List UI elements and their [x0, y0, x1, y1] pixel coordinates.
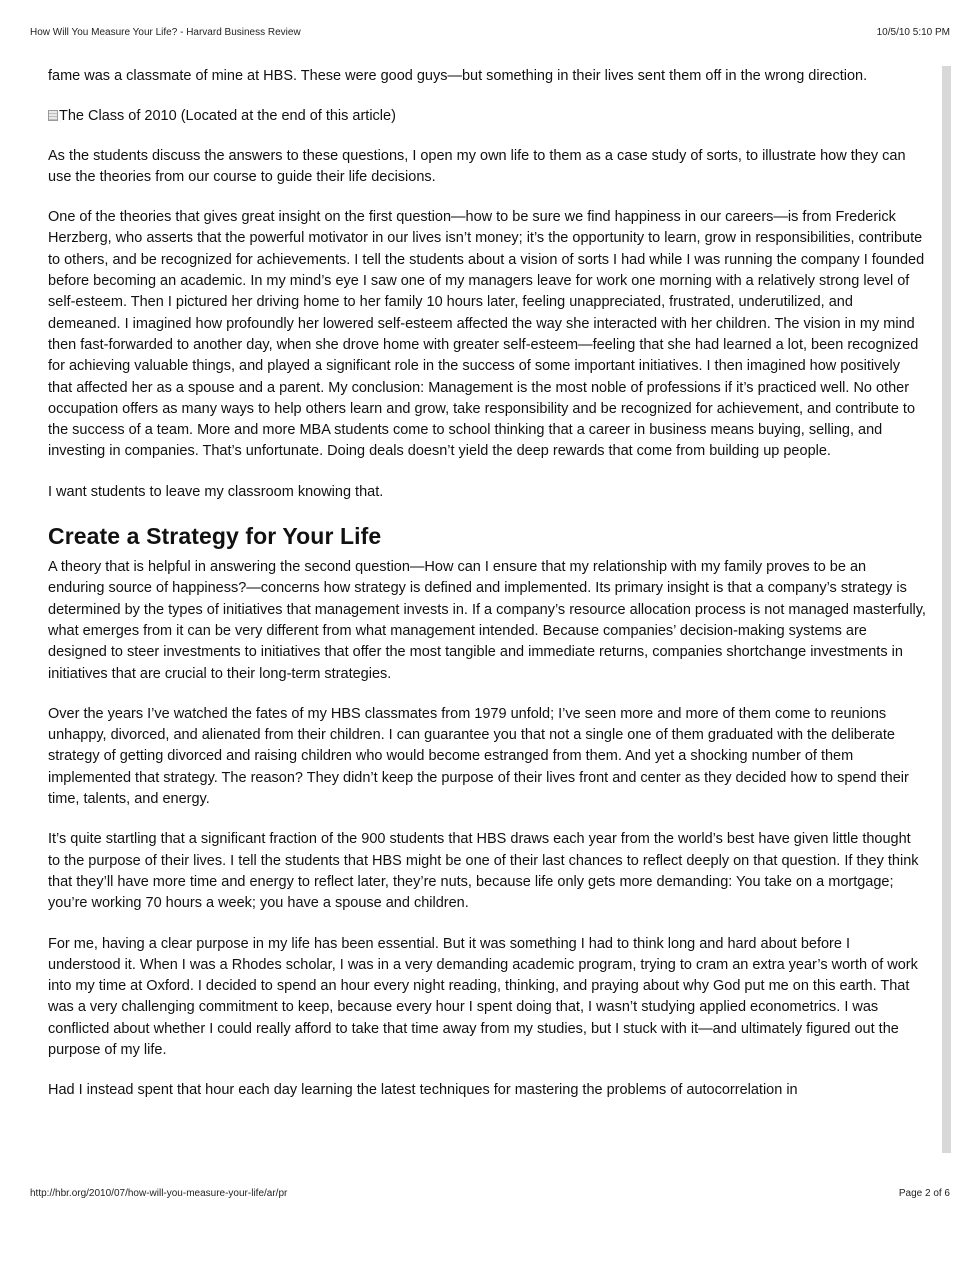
- paragraph-intro: fame was a classmate of mine at HBS. These were good guys—but something in their lives sent them off in the wrong direction.: [48, 68, 868, 84]
- print-footer: [30, 1188, 950, 1202]
- broken-image-icon: [48, 110, 58, 121]
- paragraph-startling: It’s quite startling that a significant fraction of the 900 students that HBS draws each year from the world’s best have given little thought to the purpose of their lives. I tell the students that HBS might be one of their last chances to reflect deeply on that question. If they think that they’ll have more time and energy to reflect later, they’re nuts, because life only gets more demanding: You take on a mortgage; you’re working 70 hours a week; you have a spouse and children.: [48, 831, 919, 912]
- paragraph-leave: I want students to leave my classroom knowing that.: [48, 483, 384, 500]
- section-heading-strategy: Create a Strategy for Your Life: [48, 523, 382, 550]
- paragraph-classmates: Over the years I’ve watched the fates of my HBS classmates from 1979 unfold; I’ve seen more and more of them come to reunions unhappy, divorced, and alienated from their children. I can guarantee you that not a single one of them graduated with the deliberate strategy of getting divorced and raising children who would become estranged from them. And yet a shocking number of them implemented that strategy. The reason? They didn’t keep the purpose of their lives front and center as they decided how to spend their time, talents, and energy.: [48, 705, 909, 808]
- paragraph-discuss: As the students discuss the answers to these questions, I open my own life to them as a case study of sorts, to illustrate how they can use the theories from our course to guide their life decisions.: [48, 147, 906, 185]
- image-caption: The Class of 2010 (Located at the end of this article): [59, 108, 396, 125]
- page-number: Page 2 of 6: [898, 1188, 950, 1199]
- paragraph-purpose: For me, having a clear purpose in my life has been essential. But it was something I had to think long and hard about before I understood it. When I was a Rhodes scholar, I was in a very demanding academic program, trying to cram an extra year’s worth of work into my time at Oxford. I decided to spend an hour every night reading, thinking, and praying about why God put me on this earth. That was a very challenging commitment to keep, because every hour I spent doing that, I wasn’t studying applied econometrics. I was conflicted about whether I could really afford to take that time away from my studies, but I stuck with it—and ultimately figured out the purpose of my life.: [48, 935, 918, 1058]
- paragraph-theory: A theory that is helpful in answering the second question—How can I ensure that my relationship with my family proves to be an enduring source of happiness?—concerns how strategy is defined and implemented. Its primary insight is that a company’s strategy is determined by the types of initiatives that management invests in. If a company’s resource allocation process is not managed masterfully, what emerges from it can be very different from what management intended. Because companies’ decision-making systems are designed to steer investments to initiatives that offer the most tangible and immediate returns, companies shortchange investments in initiatives that are crucial to their long-term strategies.: [48, 559, 926, 682]
- scrollbar[interactable]: [942, 66, 951, 1153]
- page-title: How Will You Measure Your Life? - Harvard Business Review: [30, 27, 301, 38]
- page-url: http://hbr.org/2010/07/how-will-you-measure-your-life/ar/pr: [30, 1188, 288, 1199]
- print-header: [30, 27, 950, 41]
- paragraph-instead: Had I instead spent that hour each day learning the latest techniques for mastering the problems of autocorrelation in: [48, 1082, 798, 1099]
- print-datetime: 10/5/10 5:10 PM: [876, 27, 950, 38]
- paragraph-herzberg: One of the theories that gives great insight on the first question—how to be sure we find happiness in our careers—is from Frederick Herzberg, who asserts that the powerful motivator in our lives isn’t money; it’s the opportunity to learn, grow in responsibilities, contribute to others, and be recognized for achievements. I tell the students about a vision of sorts I had while I was running the company I founded before becoming an academic. In my mind’s eye I saw one of my managers leave for work one morning with a relatively strong level of self-esteem. Then I pictured her driving home to her family 10 hours later, feeling unappreciated, frustrated, underutilized, and demeaned. I imagined how profoundly her lowered self-esteem affected the way she interacted with her children. The vision in my mind then fast-forwarded to another day, when she drove home with greater self-esteem—feeling that she had learned a lot, been recognized for achieving valuable things, and played a significant role in the success of some important initiatives. I then imagined how positively that affected her as a spouse and a parent. My conclusion: Management is the most noble of professions if it’s practiced well. No other occupation offers as many ways to help others learn and grow, take responsibility and be recognized for achievement, and contribute to the success of a team. More and more MBA students come to school thinking that a career in business means buying, selling, and investing in companies. That’s unfortunate. Doing deals doesn’t yield the deep rewards that come from building up people.: [48, 209, 925, 460]
- image-placeholder[interactable]: [48, 106, 926, 127]
- article-body: [48, 66, 926, 1121]
